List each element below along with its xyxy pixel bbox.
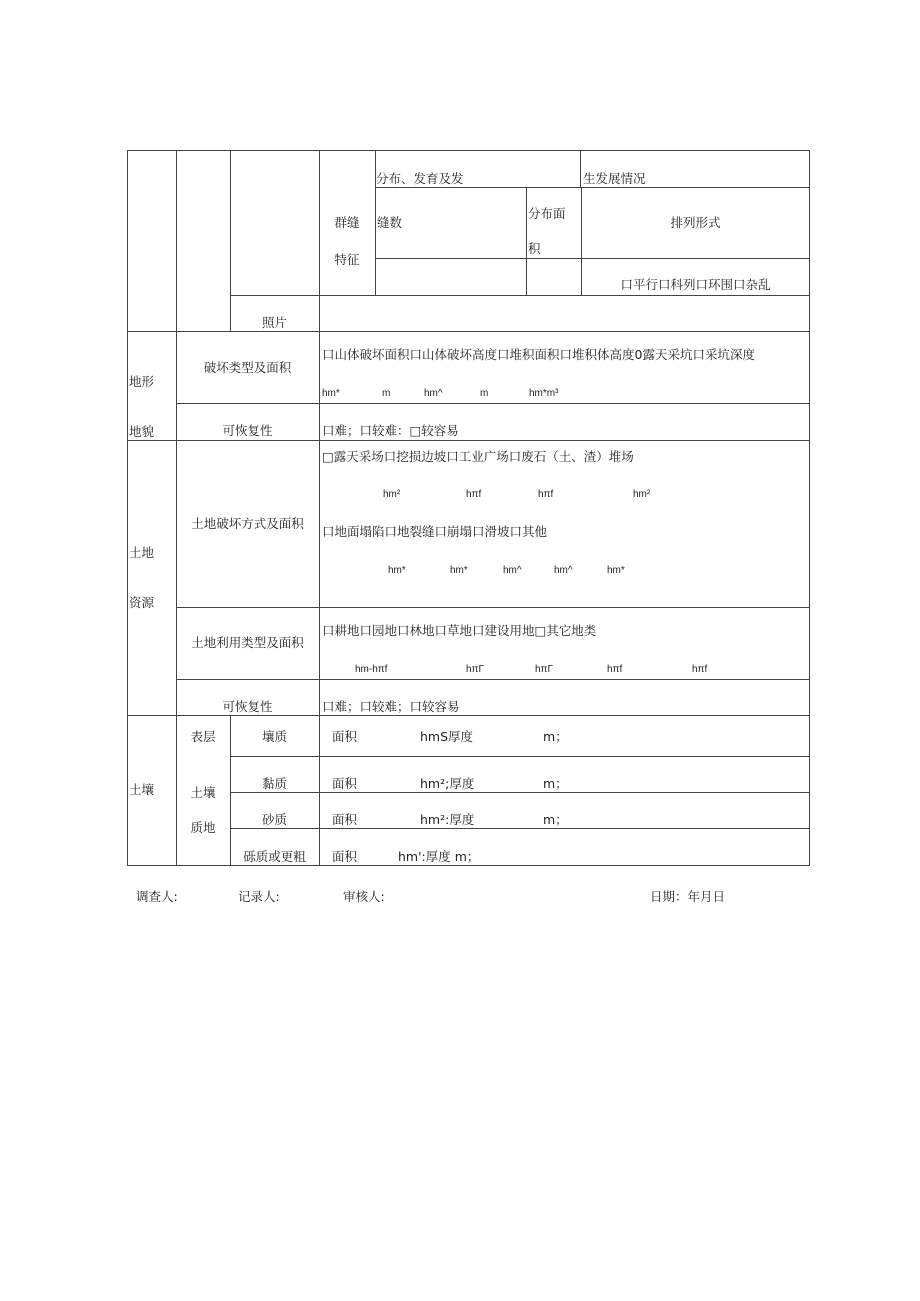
- rule: [230, 150, 231, 331]
- soil-area-thickness: hmS厚度: [420, 729, 474, 744]
- rule: [319, 715, 320, 866]
- soil-type: 黏质: [261, 776, 287, 791]
- land-recover-options: 口难；口较难；口较容易: [322, 699, 460, 714]
- rule: [230, 295, 810, 296]
- soil-thickness-unit: m；: [543, 812, 568, 827]
- land-damage-options-1: □露天采场口挖损边坡口工业广场口废石（土、渣）堆场: [322, 449, 634, 464]
- land-damage-unit: hm^: [554, 565, 573, 576]
- rule: [127, 331, 810, 332]
- land-use-label: 土地利用类型及面积: [191, 635, 304, 650]
- rule: [176, 150, 177, 331]
- land-damage-unit: hm²: [633, 489, 651, 500]
- rule: [230, 828, 810, 829]
- rule: [319, 331, 320, 440]
- arrangement-options: 口平行口科列口环围口杂乱: [620, 277, 771, 292]
- land-use-unit: hπf: [692, 664, 708, 675]
- rule: [375, 187, 810, 188]
- landform-recover-options: 口难；口较难：□较容易: [322, 423, 459, 438]
- land-use-unit: hπΓ: [535, 664, 553, 675]
- crack-count-label: 缝数: [377, 215, 403, 230]
- landform-damage-label: 破坏类型及面积: [203, 360, 292, 375]
- land-recover-label: 可恢复性: [222, 699, 273, 714]
- rule: [176, 403, 810, 404]
- land-use-unit: hπΓ: [466, 664, 484, 675]
- rule: [127, 440, 810, 441]
- recorder-label: 记录人:: [238, 889, 280, 904]
- crack-group-label-line1: 群缝: [334, 215, 360, 230]
- land-damage-unit: hm*: [607, 565, 625, 576]
- landform-damage-options: 口山体破坏面积口山体破坏高度口堆积面积口堆积体高度0露天采坑口采坑深度: [322, 347, 755, 362]
- rule: [230, 756, 810, 757]
- soil-area-label: 面积: [332, 776, 358, 791]
- land-damage-unit: hπf: [538, 489, 554, 500]
- rule: [319, 440, 320, 715]
- landform-unit: hm*: [322, 388, 340, 399]
- distribution-label-left: 分布、发育及发: [376, 171, 464, 186]
- soil-label: 土壤: [129, 782, 155, 797]
- reviewer-label: 审核人:: [343, 889, 385, 904]
- soil-texture-label-line2: 质地: [190, 820, 216, 835]
- rule: [230, 792, 810, 793]
- land-damage-unit: hπf: [466, 489, 482, 500]
- land-use-options: 口耕地口园地口林地口草地口建设用地□其它地类: [322, 623, 597, 638]
- crack-group-label-line2: 特征: [334, 252, 360, 267]
- land-damage-label: 土地破坏方式及面积: [191, 516, 304, 531]
- soil-area-label: 面积: [332, 729, 358, 744]
- land-damage-unit: hm^: [503, 565, 522, 576]
- surveyor-label: 调查人:: [136, 889, 178, 904]
- land-use-unit: hm-hπf: [355, 664, 388, 675]
- landform-label-line1: 地形: [129, 374, 155, 389]
- distribution-area-label-line2: 积: [528, 241, 541, 256]
- rule: [580, 150, 581, 187]
- soil-surface-label: 表层: [190, 729, 216, 744]
- soil-area-label: 面积: [332, 849, 358, 864]
- soil-area-thickness: hm²;厚度: [420, 776, 475, 791]
- distribution-label-right: 生发展情况: [583, 171, 646, 186]
- land-damage-options-2: 口地面塌陷口地裂缝口崩塌口滑坡口其他: [322, 524, 548, 539]
- rule: [176, 607, 810, 608]
- landform-recover-label: 可恢复性: [222, 423, 273, 438]
- landform-unit: m: [480, 388, 489, 399]
- soil-area-thickness: hm²:厚度: [420, 812, 475, 827]
- land-damage-unit: hm*: [450, 565, 468, 576]
- rule: [176, 679, 810, 680]
- landform-unit: hm*m³: [529, 388, 559, 399]
- soil-type: 壤质: [261, 729, 287, 744]
- land-damage-unit: hm²: [383, 489, 401, 500]
- land-label-line1: 土地: [129, 545, 155, 560]
- soil-area-label: 面积: [332, 812, 358, 827]
- rule: [375, 258, 810, 259]
- landform-unit: m: [382, 388, 391, 399]
- distribution-area-label-line1: 分布面: [528, 206, 566, 221]
- rule: [319, 150, 320, 331]
- soil-type: 砂质: [261, 812, 287, 827]
- photo-label: 照片: [261, 315, 287, 330]
- date-label: 日期：年月日: [650, 889, 726, 904]
- rule: [526, 187, 527, 295]
- soil-thickness-unit: m；: [543, 729, 568, 744]
- land-label-line2: 资源: [129, 595, 155, 610]
- soil-type: 砾质或更粗: [243, 849, 306, 864]
- land-damage-unit: hm*: [388, 565, 406, 576]
- soil-texture-label-line1: 土壤: [190, 785, 216, 800]
- arrangement-label: 排列形式: [670, 215, 721, 230]
- rule: [176, 440, 177, 715]
- land-use-unit: hπf: [607, 664, 623, 675]
- landform-unit: hm^: [424, 388, 443, 399]
- soil-area-thickness: hm':厚度 m；: [398, 849, 480, 864]
- soil-thickness-unit: m；: [543, 776, 568, 791]
- landform-label-line2: 地貌: [129, 424, 155, 439]
